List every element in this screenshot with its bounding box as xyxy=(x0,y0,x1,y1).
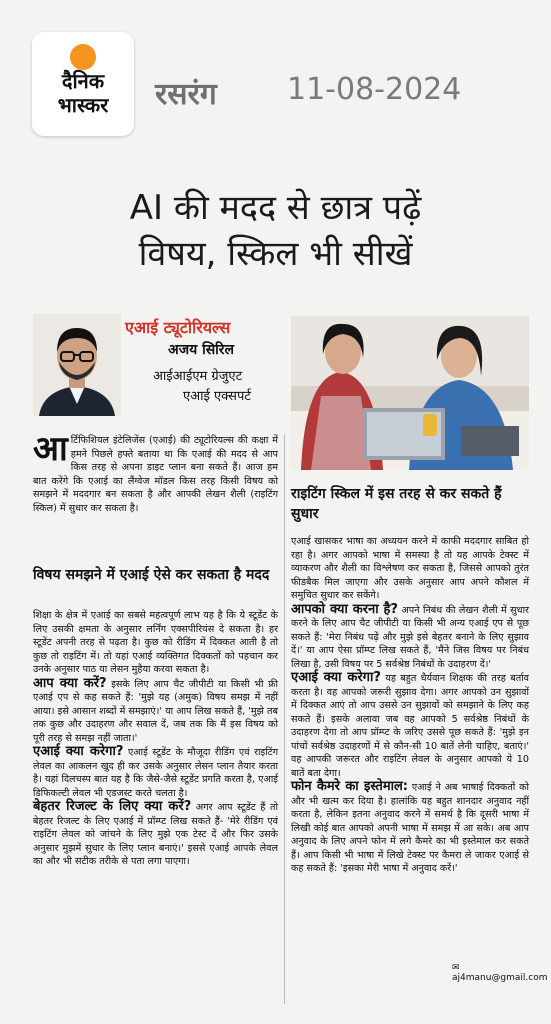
right-paragraph-3: एआई क्या करेगा? यह बहुत धैर्यवान शिक्षक की तरह बर्ताव करता है। वह आपको जरूरी सुझाव देगा। अगर आपको उन सुझावों में दिक्कत आएं तो आप उससे उन सुझावों को समझाने के लिए कह सकते हैं। इसके अलावा जब वह आपको 5 सर्वश्रेष्ठ निबंधों के उदाहरण देगा तो आप प्रॉम्प्ट के जरिए उससे पूछ सकते हैं: 'मुझे इन पांचों सर्वश्रेष्ठ उदाहरणों में से कौन-सी 10 बातें लेनी चाहिए, बताएं।' वह आपकी जरूरत और राइटिंग लेवल के अनुसार आपको ये 10 बातें बता देगा। xyxy=(291,670,529,779)
left-column xyxy=(33,429,278,515)
newspaper-logo xyxy=(32,32,134,136)
left-column-body xyxy=(33,609,278,869)
section-name: रसरंग xyxy=(155,77,217,112)
publication-date: 11-08-2024 xyxy=(287,72,462,107)
right-paragraph-4: फोन कैमरे का इस्तेमाल: एआई ने अब भाषाई दिक्कतों को और भी खत्म कर दिया है। हालांकि यह बहुत शानदार अनुवाद नहीं करता है, लेकिन इतना अनुवाद करने में समर्थ है कि दूसरी भाषा में लिखी कोई बात आपको अपनी भाषा में समझ में आ सके। अब आप अनुवाद के लिए अपने फोन में लगे कैमरे का भी इस्तेमाल कर सकते हैं। आप किसी भी भाषा में लिखे टेक्स्ट पर कैमरा ले जाकर एआई से कह सकते हैं: 'इसका मेरी भाषा में अनुवाद करें।' xyxy=(291,779,529,874)
headline-line2: विषय, स्किल भी सीखें xyxy=(138,234,413,274)
logo-line2: भास्कर xyxy=(57,93,109,117)
logo-line1: दैनिक xyxy=(61,69,105,93)
left-paragraph-1: शिक्षा के क्षेत्र में एआई का सबसे महत्वपूर्ण लाभ यह है कि ये स्टूडेंट के लिए उसकी क्षमता के अनुसार लर्निंग एक्सपीरियंस दे सकता है। हर स्टूडेंट अपनी तरह से पढ़ता है। कुछ को रीडिंग में दिक्कत आती है तो कुछ तो राइटिंग में। तो यहां एआई व्यक्तिगत दिक्कतों को पहचान कर उनके अनुसार पाठ या लेसन मुहैया करवा सकता है। xyxy=(33,610,278,675)
left-subheading: विषय समझने में एआई ऐसे कर सकता है मदद xyxy=(33,567,270,583)
author-email: ✉ aj4manu@gmail.com xyxy=(452,963,548,983)
headline xyxy=(0,185,551,277)
right-question-3: फोन कैमरे का इस्तेमाल: xyxy=(291,779,408,794)
right-question-2: एआई क्या करेगा? xyxy=(291,670,381,685)
left-question-3: बेहतर रिजल्ट के लिए क्या करें? xyxy=(33,799,192,814)
students-photo xyxy=(291,316,529,470)
series-title: एआई ट्यूटोरियल्स xyxy=(125,318,231,337)
author-qualification-2: एआई एक्सपर्ट xyxy=(183,389,251,404)
right-subheading: राइटिंग स्किल में इस तरह से कर सकते हैं सुधार xyxy=(291,486,502,522)
left-question-1: आप क्या करें? xyxy=(33,675,107,691)
right-paragraph-2: आपको क्या करना है? अपने निबंध की लेखन शैली में सुधार करने के लिए आप चैट जीपीटी या किसी भी अन्य एआई एप से पूछ सकते हैं: 'मेरा निबंध पढ़ें और मुझे इसे बेहतर बनाने के लिए सुझाव दें।' या आप ऐसा प्रॉम्प्ट लिख सकते हैं, 'मैंने जिस विषय पर निबंध लिखा है, उसी विषय पर 5 सर्वश्रेष्ठ निबंधों के उदाहरण दें।' xyxy=(291,601,529,670)
left-paragraph-4: बेहतर रिजल्ट के लिए क्या करें? अगर आप स्टूडेंट हैं तो बेहतर रिजल्ट के लिए एआई में प्रॉम्प्ट लिख सकते हैं- 'मेरे रीडिंग एवं राइटिंग लेवल को जांचने के लिए मुझे एक टेस्ट दें और फिर उसके अनुसार मुझमें सुधार के लिए प्लान बनाएं।' इससे एआई आपके लेवल का और भी सटीक तरीके से पता लगा पाएगा। xyxy=(33,799,278,867)
drop-cap: आ xyxy=(33,429,68,469)
author-box xyxy=(33,312,278,417)
right-column xyxy=(291,535,529,876)
right-question-1: आपको क्या करना है? xyxy=(291,601,398,617)
right-paragraph-1: एआई खासकर भाषा का अध्ययन करने में काफी मददगार साबित हो रहा है। अगर आपको भाषा में समस्या है तो यह आपके टेक्स्ट में व्याकरण और शैली का विश्लेषण कर सकता है, जिससे आपको तुरंत फीडबैक मिल जाएगा और उसके अनुसार आप अपने कौशल में समुचित सुधार कर सकेंगे। xyxy=(291,536,529,601)
intro-paragraph: आर्टिफिशियल इंटेलिजेंस (एआई) की ट्यूटोरियल्स की कक्षा में हमने पिछले हफ्ते बताया था कि एआई की मदद से आप किस तरह से अपना डाइट प्लान बना सकते हैं। आज हम बात करेंगे कि एआई का लैंग्वेज मॉडल किस तरह किसी विषय को समझने में मददगार बन सकता है और आपकी लेखन शैली (राइटिंग स्किल) में सुधार कर सकता है। xyxy=(33,429,278,514)
left-paragraph-2: आप क्या करें? इसके लिए आप चैट जीपीटी या किसी भी फ्री एआई एप से कह सकते हैं: 'मुझे यह (अमुक) विषय समझ में नहीं आया। इसे आसान शब्दों में समझाएं।' या आप लिख सकते हैं, 'मुझे तब तक कुछ और उदाहरण और सवाल दें, जब तक कि मैं इस विषय को पूरी तरह से समझ नहीं जाता।' xyxy=(33,675,278,744)
author-qualification-1: आईआईएम ग्रेजुएट xyxy=(153,369,243,384)
author-name: अजय सिरिल xyxy=(168,342,235,358)
header xyxy=(0,0,551,140)
left-question-2: एआई क्या करेगा? xyxy=(33,744,124,759)
sun-icon xyxy=(70,44,96,70)
email-icon: ✉ xyxy=(452,963,460,973)
left-paragraph-3: एआई क्या करेगा? एआई स्टूडेंट के मौजूदा रीडिंग एवं राइटिंग लेवल का आकलन खुद ही कर उसके अनुसार लेसन प्लान तैयार करता है। यहां दिलचस्प बात यह है कि जैसे-जैसे स्टूडेंट प्रगति करता है, एआई डिफिकल्टी लेवल भी एडजस्ट करते चलता है। xyxy=(33,744,278,799)
author-photo xyxy=(33,314,121,416)
headline-line1: AI की मदद से छात्र पढ़ें xyxy=(129,188,422,228)
column-divider xyxy=(284,434,285,1004)
